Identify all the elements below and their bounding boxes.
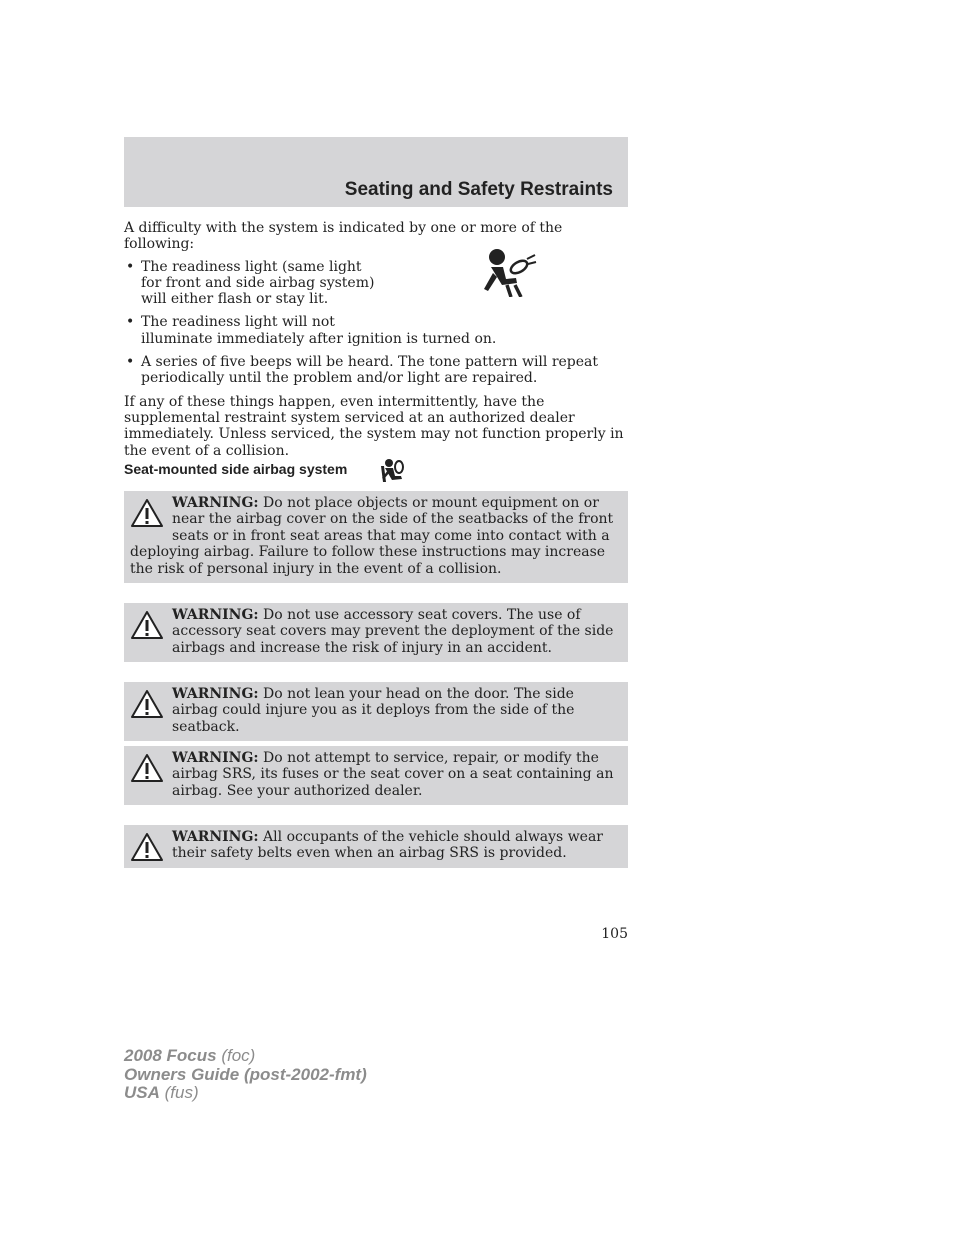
warning-label: WARNING: xyxy=(172,686,259,702)
section-header xyxy=(124,137,628,207)
page-title: Seating and Safety Restraints xyxy=(344,179,613,200)
body-content xyxy=(124,220,628,459)
warning-label: WARNING: xyxy=(172,750,259,766)
warning-text: Do not attempt to service, repair, or modify the airbag SRS, its fuses or the seat cover on a seat containing an airbag. See your authorized dealer. xyxy=(172,750,614,799)
page-number: 105 xyxy=(601,926,628,942)
footer-line: Owners Guide (post-2002-fmt) xyxy=(124,1064,367,1084)
warning-triangle-icon xyxy=(130,610,164,640)
intro-text: A difficulty with the system is indicated by one or more of the following: xyxy=(124,220,563,253)
warning-triangle-icon xyxy=(130,689,164,719)
warning-box xyxy=(124,746,628,805)
list-item: • The readiness light will not illuminate immediately after ignition is turned on. xyxy=(126,314,497,347)
warning-label: WARNING: xyxy=(172,607,259,623)
indicator-list xyxy=(124,259,628,387)
warning-box xyxy=(124,825,628,868)
warning-triangle-icon xyxy=(130,498,164,528)
warning-text: Do not place objects or mount equipment on or near the airbag cover on the side of the seatbacks of the front seats or in front seat areas that may come into contact with a deploying airbag. Failure to follow these instructions may increase the risk of personal injury in the event of a collision. xyxy=(130,495,614,577)
closing-paragraph: If any of these things happen, even intermittently, have the supplemental restraint system serviced at an authorized dealer immediately. Unless serviced, the system may not function properly in the event of a collision. xyxy=(124,393,624,459)
list-item: • A series of five beeps will be heard. The tone pattern will repeat periodically until the problem and/or light are repaired. xyxy=(126,354,599,387)
section-heading: Seat-mounted side airbag system xyxy=(124,461,348,477)
warning-label: WARNING: xyxy=(172,829,259,845)
warning-triangle-icon xyxy=(130,753,164,783)
seat-airbag-icon xyxy=(376,458,406,484)
warning-box xyxy=(124,682,628,741)
warning-text: Do not lean your head on the door. The side airbag could injure you as it deploys from the side of the seatback. xyxy=(172,686,575,735)
document-footer xyxy=(124,1047,367,1103)
warning-box xyxy=(124,491,628,583)
footer-line: 2008 Focus (foc) xyxy=(124,1046,256,1065)
warning-label: WARNING: xyxy=(172,495,259,511)
footer-line: USA (fus) xyxy=(124,1083,199,1102)
warning-text: Do not use accessory seat covers. The use of accessory seat covers may prevent the deployment of the side airbags and increase the risk of injury in an accident. xyxy=(172,607,614,656)
warning-triangle-icon xyxy=(130,832,164,862)
warning-text: All occupants of the vehicle should always wear their safety belts even when an airbag SRS is provided. xyxy=(172,829,603,862)
warning-box xyxy=(124,603,628,662)
list-item: • The readiness light (same light for front and side airbag system) will either flash or stay lit. xyxy=(126,258,375,308)
